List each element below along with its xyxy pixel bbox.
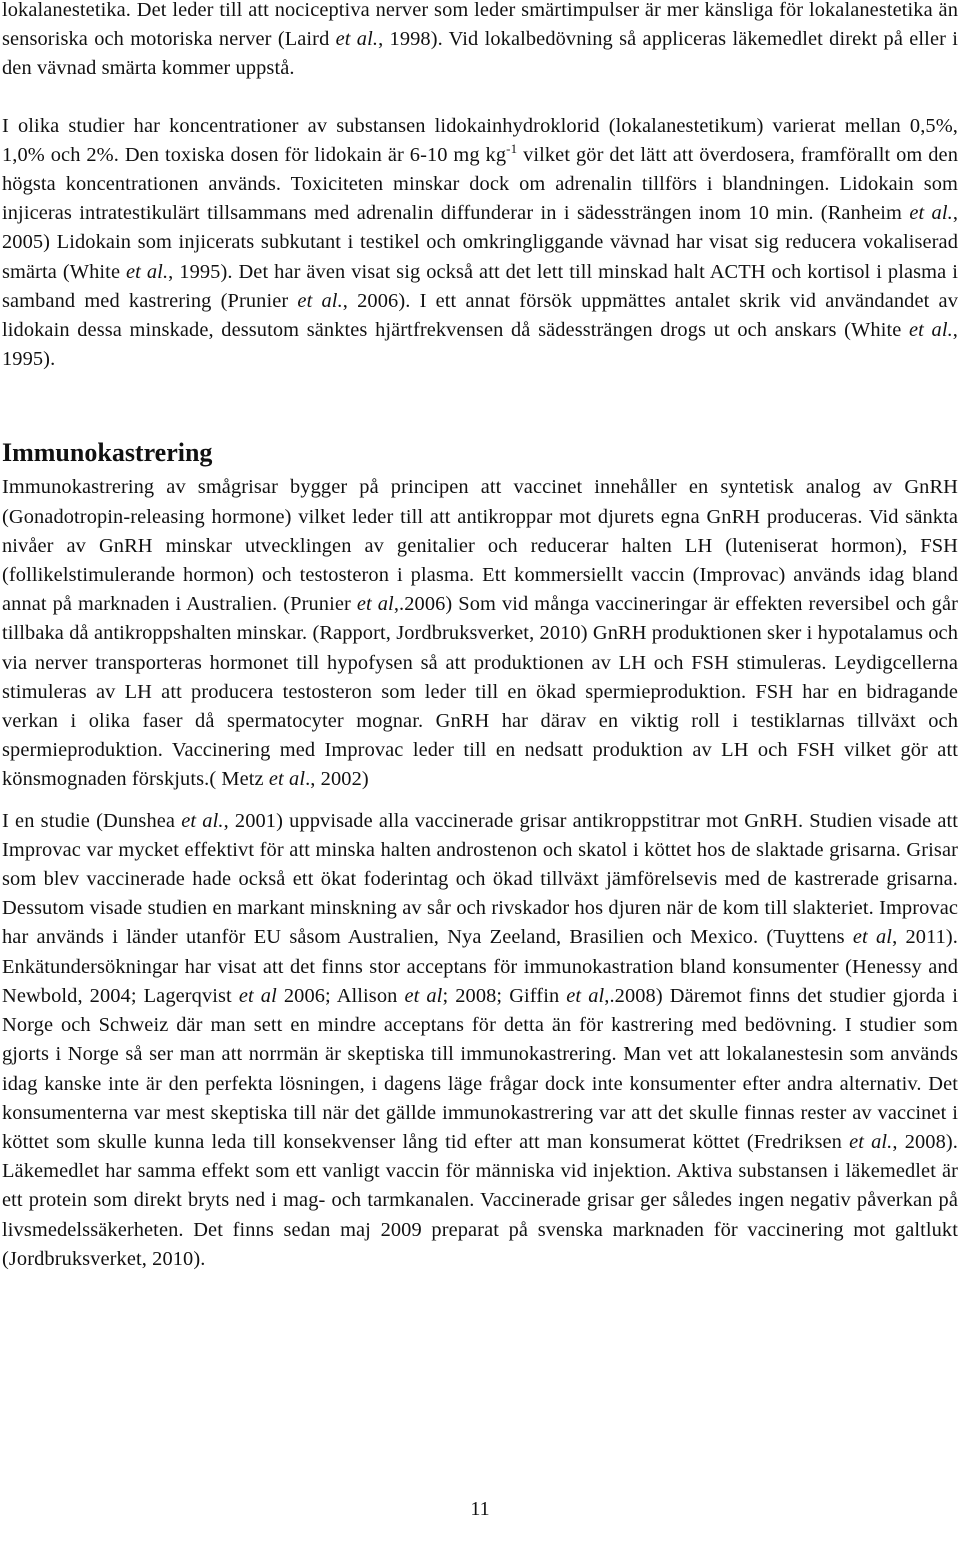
- text-run: , 1995).: [2, 319, 958, 371]
- text-run: , 1995). Det har även visat sig också att det lett till minskad halt ACTH och kortisol i plasma i samband med kastrering (Prunier: [2, 260, 958, 312]
- text-run: I en studie (Dunshea: [2, 809, 182, 832]
- page-number: 11: [470, 1498, 490, 1520]
- section-heading-immunokastrering: Immunokastrering: [2, 438, 213, 468]
- paragraph-studie-dunshea: [2, 807, 958, 1274]
- citation-et-al: et al: [268, 768, 306, 791]
- citation-et-al: et al.: [335, 28, 379, 51]
- text-run: , 2006). I ett annat försök uppmättes antalet skrik vid användandet av lidokain dessa minskade, dessutom sänktes hjärtfrekvensen då sädessträngen drogs ut och anskars (White: [2, 289, 958, 342]
- text-run: I olika studier har koncentrationer av substansen lidokainhydroklorid (lokalanestetikum) varierat mellan 0,5%, 1,0% och 2%. Den toxiska dosen för lidokain är 6-10 mg kg: [2, 114, 958, 166]
- paragraph-immunokastrering: [2, 473, 958, 794]
- citation-et-al: et al.: [849, 1130, 893, 1153]
- text-run: ; 2008; Giffin: [442, 984, 567, 1007]
- citation-et-al: et al: [566, 984, 605, 1007]
- text-run: , 1998). Vid lokalbedövning så appliceras läkemedlet direkt på eller i den vävnad smärta kommer uppstå.: [2, 28, 958, 80]
- text-run: ., 2002): [305, 768, 369, 791]
- citation-et-al: et al: [238, 984, 277, 1007]
- citation-et-al: et al.: [126, 260, 169, 283]
- text-run: lokalanestetika. Det leder till att nociceptiva nerver som leder smärtimpulser är mer känsliga för lokalanestetika än sensoriska och motoriska nerver (Laird: [2, 0, 958, 51]
- superscript: -1: [506, 141, 518, 157]
- text-run: Immunokastrering av smågrisar bygger på principen att vaccinet innehåller en syntetisk analog av GnRH (Gonadotropin-releasing hormone) vilket leder till att antikroppar mot djurets egna GnRH produceras. Vid sänkta nivåer av GnRH minskar utvecklingen av genitalier och reducerar halten LH (luteniserat hormon), FSH (follikelstimulerande hormon) och testosteron i plasma. Ett kommersiellt vaccin (Improvac) används idag bland annat på marknaden i Australien. (Prunier: [2, 476, 958, 616]
- text-run: 2006; Allison: [276, 984, 405, 1007]
- citation-et-al: et al.: [297, 289, 343, 312]
- text-run: ,.2008) Däremot finns det studier gjorda i Norge och Schweiz där man sett en mindre acceptans för detta än för kastrering med bedövning. I studier som gjorts i Norge så ser man att norrmän är skeptiska till immunokastrering. Man vet att lokalanestesin som används idag kanske inte är den perfekta lösningen, i dagens läge frågar dock inte konsumenter efter andra alternativ. Det konsumenterna var mest skeptiska till när det gällde immunokastrering var att det skulle finnas rester av vaccinet i köttet som skulle kunna leda till konsekvenser lång tid efter att man konsumerat köttet (Fredriksen: [2, 984, 958, 1153]
- text-run: , 2001) uppvisade alla vaccinerade grisar antikroppstitrar mot GnRH. Studien visade att Improvac var mycket effektivt för att minska halten androstenon och skatol i köttet hos de slaktade grisarna. Grisar som blev vaccinerade hade också ett ökat foderintag och ökad tillväxt jämförelsevis med de kastrerade grisarna. Dessutom visade studien en markant minskning av sår och rivskador hos djuren när de kom till slakteriet. Improvac har används i länder utanför EU såsom Australien, Nya Zeeland, Brasilien och Mexico. (Tuyttens: [2, 809, 959, 949]
- text-run: ,.2006) Som vid många vaccineringar är effekten reversibel och går tillbaka då antikroppshalten minskar. (Rapport, Jordbruksverket, 2010) GnRH produktionen sker i hypotalamus och via nerver transporteras hormonet till hypofysen så att produktionen av LH och FSH stimuleras. Leydigcellerna stimuleras av LH att producera testosteron som leder till en ökad spermieproduktion. FSH har en bidragande verkan i olika faser då spermatocyter mognar. GnRH har därav en viktig roll i testiklarnas tillväxt och spermieproduktion. Vaccinering med Improvac leder till en nedsatt produktion av LH och FSH vilket gör att könsmognaden förskjuts.( Metz: [2, 593, 958, 791]
- text-run: vilket gör det lätt att överdosera, framförallt om den högsta koncentrationen används. Toxiciteten minskar dock om adrenalin tillförs i blandningen. Lidokain som injiceras intratestikulärt tillsammans med adrenalin diffunderar in i sädessträngen inom 10 min. (Ranheim: [2, 143, 958, 225]
- text-run: , 2005) Lidokain som injicerats subkutant i testikel och omkringliggande vävnad har visat sig reducera vokaliserad smärta (White: [2, 202, 959, 283]
- citation-et-al: et al.: [909, 202, 953, 225]
- citation-et-al: et al.: [181, 809, 224, 832]
- paragraph-lokalanestetika: [2, 0, 958, 84]
- citation-et-al: et al: [404, 984, 443, 1007]
- citation-et-al: et al.: [909, 319, 953, 342]
- paragraph-lidokain: [2, 112, 958, 375]
- text-run: , 2011). Enkätundersökningar har visat att det finns stor acceptans för immunokastration bland konsumenter (Henessy and Newbold, 2004; Lagerqvist: [2, 926, 958, 1007]
- text-run: , 2008). Läkemedlet har samma effekt som ett vanligt vaccin för människa vid injektion. Aktiva substansen i läkemedlet är ett protein som direkt bryts ned i mag- och tarmkanalen. Vaccinerade grisar ger således ingen negativ påverkan på livsmedelssäkerheten. Det finns sedan maj 2009 preparat på svenska marknaden för vaccinering mot galtlukt (Jordbruksverket, 2010).: [2, 1130, 958, 1270]
- citation-et-al: et al: [356, 593, 394, 616]
- citation-et-al: et al: [852, 926, 893, 949]
